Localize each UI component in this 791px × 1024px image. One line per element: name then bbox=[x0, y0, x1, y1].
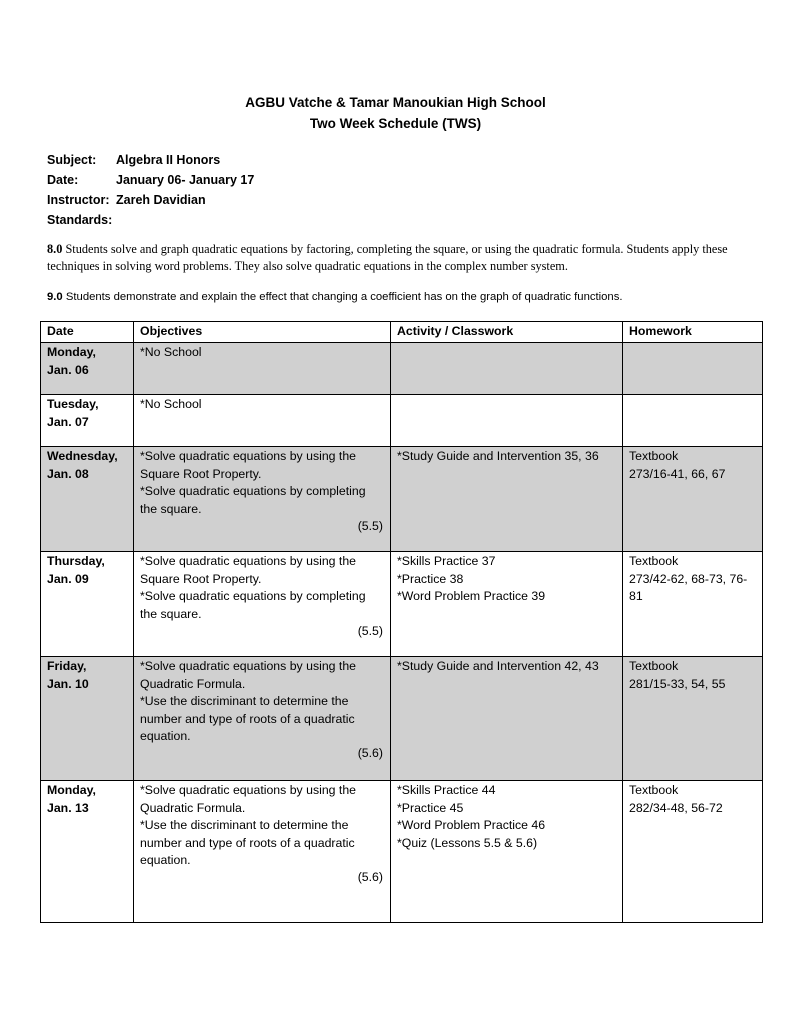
objective-item: *No School bbox=[140, 345, 202, 360]
homework-line: 281/15-33, 54, 55 bbox=[629, 676, 726, 691]
date-label: Date: bbox=[47, 173, 79, 187]
activity-item: *Skills Practice 44 bbox=[397, 783, 496, 798]
date-line: Jan. 06 bbox=[47, 362, 89, 377]
homework-line: Textbook bbox=[629, 659, 679, 674]
objective-item: *Solve quadratic equations by using the Square Root Property. bbox=[140, 449, 357, 481]
objectives-cell bbox=[134, 781, 391, 923]
date-line: Monday, bbox=[47, 783, 96, 798]
objective-item: *Use the discriminant to determine the number and type of roots of a quadratic equation. bbox=[140, 818, 355, 868]
table-row bbox=[41, 343, 763, 395]
header-objectives: Objectives bbox=[134, 322, 391, 343]
date-cell bbox=[41, 657, 134, 781]
homework-cell bbox=[623, 447, 763, 552]
subject-value: Algebra II Honors bbox=[116, 153, 221, 167]
objectives-cell bbox=[134, 395, 391, 447]
standard-text: Students solve and graph quadratic equations by factoring, completing the square, or using the quadratic formula. Students apply these techniques in solving word problems. They also solve quadratic equations in the complex number system. bbox=[47, 242, 728, 273]
date-line: Wednesday, bbox=[47, 449, 118, 464]
activity-cell bbox=[391, 781, 623, 923]
date-line: Friday, bbox=[47, 659, 87, 674]
objective-item: *Solve quadratic equations by completing the square. bbox=[140, 484, 366, 516]
date-line: Jan. 08 bbox=[47, 466, 89, 481]
homework-line: 282/34-48, 56-72 bbox=[629, 800, 723, 815]
header-activity: Activity / Classwork bbox=[391, 322, 623, 343]
standard-number: 8.0 bbox=[47, 242, 63, 256]
activity-item: *Word Problem Practice 46 bbox=[397, 818, 546, 833]
document-title: Two Week Schedule (TWS) bbox=[309, 116, 482, 131]
objective-item: *No School bbox=[140, 397, 202, 412]
activity-cell bbox=[391, 395, 623, 447]
table-row bbox=[41, 447, 763, 552]
subject-label: Subject: bbox=[47, 153, 97, 167]
homework-line: 273/42-62, 68-73, 76-81 bbox=[629, 571, 748, 604]
header-homework: Homework bbox=[623, 322, 763, 343]
lesson-section: (5.6) bbox=[357, 746, 383, 761]
standard-9 bbox=[47, 289, 757, 305]
standards-row bbox=[47, 210, 254, 230]
activity-item: *Study Guide and Intervention 35, 36 bbox=[397, 449, 599, 464]
instructor-row bbox=[47, 190, 254, 210]
date-line: Jan. 07 bbox=[47, 414, 89, 429]
table-row bbox=[41, 657, 763, 781]
objective-item: *Solve quadratic equations by using the Quadratic Formula. bbox=[140, 659, 357, 691]
lesson-section: (5.5) bbox=[357, 519, 383, 534]
activity-item: *Practice 45 bbox=[397, 800, 464, 815]
homework-cell bbox=[623, 781, 763, 923]
school-name: AGBU Vatche & Tamar Manoukian High School bbox=[245, 95, 546, 110]
standards-label: Standards: bbox=[47, 213, 113, 227]
instructor-value: Zareh Davidian bbox=[116, 193, 206, 207]
schedule-table bbox=[40, 321, 763, 923]
homework-cell bbox=[623, 657, 763, 781]
objectives-cell bbox=[134, 657, 391, 781]
objective-item: *Use the discriminant to determine the number and type of roots of a quadratic equation. bbox=[140, 694, 355, 744]
course-info bbox=[47, 150, 254, 230]
activity-item: *Skills Practice 37 bbox=[397, 554, 496, 569]
table-row bbox=[41, 395, 763, 447]
standard-8 bbox=[47, 241, 747, 275]
homework-cell bbox=[623, 395, 763, 447]
activity-cell bbox=[391, 657, 623, 781]
standard-number: 9.0 bbox=[47, 291, 63, 303]
subject-row bbox=[47, 150, 254, 170]
lesson-section: (5.5) bbox=[357, 624, 383, 639]
standard-text: Students demonstrate and explain the effect that changing a coefficient has on the graph of quadratic functions. bbox=[65, 291, 623, 303]
objectives-cell bbox=[134, 343, 391, 395]
table-row bbox=[41, 552, 763, 657]
activity-cell bbox=[391, 343, 623, 395]
date-cell bbox=[41, 343, 134, 395]
homework-line: Textbook bbox=[629, 783, 679, 798]
date-row bbox=[47, 170, 254, 190]
table-row bbox=[41, 781, 763, 923]
objectives-cell bbox=[134, 447, 391, 552]
objective-item: *Solve quadratic equations by using the Quadratic Formula. bbox=[140, 783, 357, 815]
header-date: Date bbox=[41, 322, 134, 343]
objective-item: *Solve quadratic equations by using the Square Root Property. bbox=[140, 554, 357, 586]
activity-item: *Quiz (Lessons 5.5 & 5.6) bbox=[397, 835, 538, 850]
date-value: January 06- January 17 bbox=[116, 173, 255, 187]
date-line: Tuesday, bbox=[47, 397, 99, 412]
activity-item: *Practice 38 bbox=[397, 571, 464, 586]
activity-cell bbox=[391, 552, 623, 657]
homework-line: Textbook bbox=[629, 554, 679, 569]
homework-line: Textbook bbox=[629, 449, 679, 464]
activity-cell bbox=[391, 447, 623, 552]
homework-cell bbox=[623, 552, 763, 657]
lesson-section: (5.6) bbox=[357, 870, 383, 885]
date-cell bbox=[41, 552, 134, 657]
date-cell bbox=[41, 395, 134, 447]
date-line: Monday, bbox=[47, 345, 96, 360]
date-line: Jan. 13 bbox=[47, 800, 89, 815]
objectives-cell bbox=[134, 552, 391, 657]
instructor-label: Instructor: bbox=[47, 193, 110, 207]
date-line: Jan. 09 bbox=[47, 571, 89, 586]
activity-item: *Word Problem Practice 39 bbox=[397, 589, 546, 604]
objective-item: *Solve quadratic equations by completing the square. bbox=[140, 589, 366, 621]
table-header-row bbox=[41, 322, 763, 343]
date-line: Thursday, bbox=[47, 554, 105, 569]
date-cell bbox=[41, 781, 134, 923]
date-line: Jan. 10 bbox=[47, 676, 89, 691]
homework-line: 273/16-41, 66, 67 bbox=[629, 466, 726, 481]
date-cell bbox=[41, 447, 134, 552]
activity-item: *Study Guide and Intervention 42, 43 bbox=[397, 659, 599, 674]
homework-cell bbox=[623, 343, 763, 395]
